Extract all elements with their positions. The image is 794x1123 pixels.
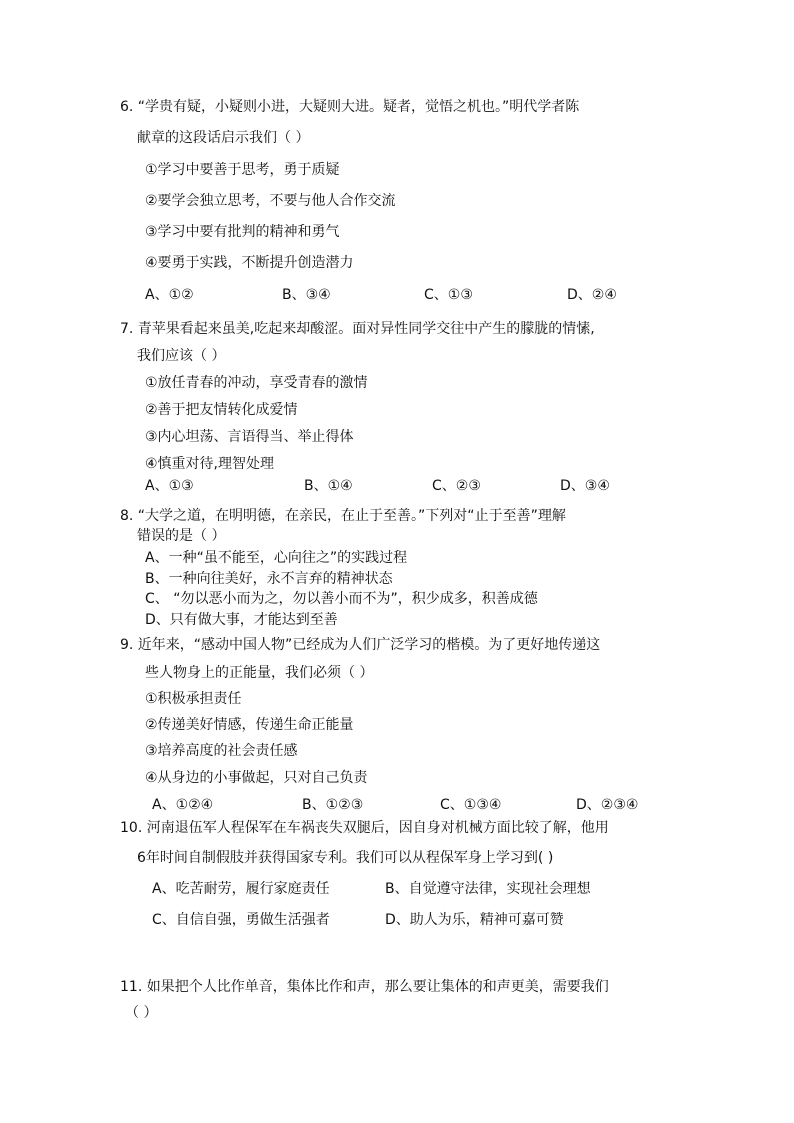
q8-option-c: C、 “勿以恶小而为之，勿以善小而不为”，积少成多，积善成德 [145,591,538,607]
q6-item-2: ②要学会独立思考，不要与他人合作交流 [145,193,396,209]
q6-option-d: D、②④ [567,287,617,303]
q9-item-1: ①积极承担责任 [145,691,242,707]
q9-option-c: C、①③④ [440,797,502,813]
q9-stem-line2: 些人物身上的正能量，我们必须（ ） [145,665,374,681]
q7-item-2: ②善于把友情转化成爱情 [145,402,298,418]
q7-stem-line2: 我们应该（ ） [137,348,226,364]
q7-item-1: ①放任青春的冲动，享受青春的激情 [145,375,368,391]
q11-stem-line2: （ ） [125,1005,158,1021]
q6-option-c: C、①③ [424,287,473,303]
q10-option-d: D、助人为乐，精神可嘉可赞 [385,912,564,928]
q6-option-a: A、①② [145,287,194,303]
q11-stem-line1: 11. 如果把个人比作单音，集体比作和声，那么要让集体的和声更美，需要我们 [120,979,609,995]
q9-option-d: D、②③④ [576,797,639,813]
q6-item-4: ④要勇于实践，不断提升创造潜力 [145,255,354,271]
q9-option-b: B、①②③ [302,797,364,813]
q6-stem-line2: 献章的这段话启示我们（ ） [137,130,310,146]
q7-item-4: ④慎重对待,理智处理 [145,456,275,472]
q9-option-a: A、①②④ [152,797,214,813]
q7-stem-line1: 7. 青苹果看起来虽美,吃起来却酸涩。面对异性同学交往中产生的朦胧的情愫, [120,321,595,337]
q8-stem-line2: 错误的是（ ） [137,528,226,544]
q10-stem-line2: 6年时间自制假肢并获得国家专利。我们可以从程保军身上学习到( ) [137,850,554,866]
q8-option-d: D、只有做大事，才能达到至善 [145,612,338,628]
q6-option-b: B、③④ [282,287,331,303]
q9-item-2: ②传递美好情感，传递生命正能量 [145,717,354,733]
q8-option-a: A、一种“虽不能至，心向往之”的实践过程 [145,550,408,566]
q10-option-b: B、自觉遵守法律，实现社会理想 [385,881,591,897]
q6-stem-line1: 6. “学贵有疑，小疑则小进，大疑则大进。疑者，觉悟之机也。”明代学者陈 [120,99,580,115]
q7-option-a: A、①③ [145,478,194,494]
q9-item-4: ④从身边的小事做起，只对自己负责 [145,770,368,786]
q6-item-3: ③学习中要有批判的精神和勇气 [145,224,340,240]
q10-option-c: C、自信自强，勇做生活强者 [152,912,330,928]
q7-item-3: ③内心坦荡、言语得当、举止得体 [145,429,354,445]
q7-option-c: C、②③ [432,478,481,494]
q9-item-3: ③培养高度的社会责任感 [145,743,298,759]
q6-item-1: ①学习中要善于思考，勇于质疑 [145,162,340,178]
q10-option-a: A、吃苦耐劳，履行家庭责任 [152,881,330,897]
q8-stem-line1: 8. “大学之道，在明明德，在亲民，在止于至善。”下列对“止于至善”理解 [120,508,566,524]
q7-option-b: B、①④ [304,478,353,494]
q10-stem-line1: 10. 河南退伍军人程保军在车祸丧失双腿后，因自身对机械方面比较了解，他用 [120,820,609,836]
q7-option-d: D、③④ [560,478,610,494]
q8-option-b: B、一种向往美好，永不言弃的精神状态 [145,571,393,587]
q9-stem-line1: 9. 近年来，“感动中国人物”已经成为人们广泛学习的楷模。为了更好地传递这 [120,637,601,653]
